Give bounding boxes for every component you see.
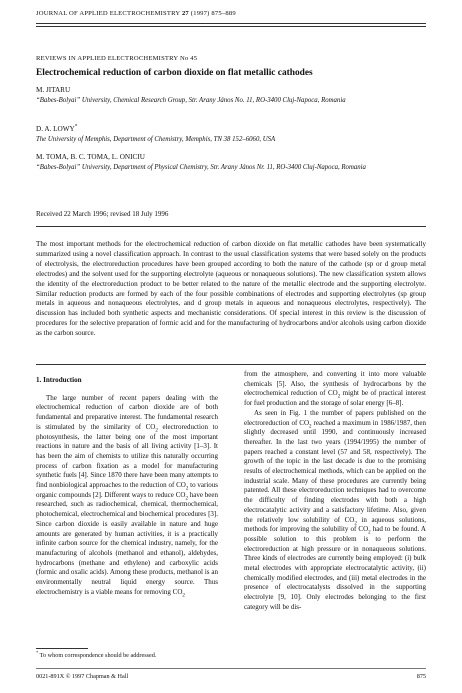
abstract: The most important methods for the electrochemical reduction of carbon dioxide on flat metallic cathodes have been systematically summarized using a novel classification approach. In contrast to the usual classification systems that were based solely on the products of electrolysis, the electroreduction procedures have been grouped according to both the nature of the cathode (sp or d group metal electrodes) and the solvent used for the supporting electrolyte (aqueous or nonaqueous solutions). The new classification system allows the identity of the electroreduction product to be better related to the nature of the metallic electrode and the supporting electrolyte. Similar reduction products are formed by each of the four possible combinations of electrodes and supporting electrolytes (sp group metals in aqueous and nonaqueous electrolytes, and d group metals in aqueous and nonaqueous electrolytes, respectively). The discussion has included both synthetic aspects and mechanistic considerations. Of special interest in this review is the discussion of procedures for the selective preparation of formic acid and for the manufacturing of hydrocarbons and/or alcohols using carbon dioxide as the carbon source. [36, 240, 426, 338]
footnote [36, 649, 157, 659]
copyright-line: 0021-891X © 1997 Chapman & Hall [36, 673, 129, 680]
header-rule-top [36, 23, 426, 24]
subscript: 2 [155, 428, 158, 434]
header-rule-bottom [36, 26, 426, 27]
left-column [36, 376, 218, 597]
affiliation-3: “Babes-Bolyai” University, Department of Physical Chemistry, Str. Arany János Nr. 11, RO-3400 Cluj-Napoca, Romania [36, 164, 366, 171]
intro-paragraph-3 [244, 409, 426, 613]
text-run: The large number of recent papers dealing with the electrochemical reduction of carbon dioxide are of both fundamental and preparative interest. The fundamental research is stimulated by the similarity of CO [36, 393, 218, 431]
text-run: reached a maximum in 1986/1987, then slightly decreased until 1990, and continuously increased thereafter. In the last two years (1994/1995) the number of papers reached a constant level (57 and 58, respectively). The growth of the topic in the last decade is due to the promising results of electrochemical methods, which can be applied on the industrial scale. Many of these procedures are currently being patented. All these electroreduction techniques had to overcome the difficulty of finding electrodes with both a high electrocatalytic activity and a satisfactory lifetime. Also, given the relatively low solubility of CO [244, 418, 426, 524]
text-run: might be of practical interest for fuel production and the storage of solar energy [6–8]. [244, 389, 426, 408]
author-2 [36, 125, 77, 133]
page-number: 875 [416, 673, 426, 680]
received-dates: Received 22 March 1996; revised 18 July 1996 [36, 210, 169, 218]
journal-volume: 27 [181, 10, 189, 17]
author-2-name: D. A. LOWY [36, 125, 75, 133]
affiliation-2: The University of Memphis, Department of Chemistry, Memphis, TN 38 152–6060, USA [36, 136, 276, 143]
subscript: 2 [337, 394, 341, 400]
subscript: 2 [182, 593, 185, 599]
footnote-text: To whom correspondence should be addressed. [39, 652, 157, 659]
author-1: M. JITARU [36, 86, 71, 94]
intro-paragraph-1 [36, 394, 218, 598]
text-run: As seen in Fig. 1 the number of papers published on the electroreduction of CO [244, 408, 426, 427]
journal-name: JOURNAL OF APPLIED ELECTROCHEMISTRY [36, 10, 181, 17]
heading-spacer [36, 386, 218, 394]
journal-year-pages: (1997) 875–889 [190, 10, 236, 17]
footer-rule [36, 668, 426, 669]
text-run: from the atmosphere, and converting it into more valuable chemicals [5]. Also, the synthesis of hydrocarbons by the electrochemical reduction of CO [244, 370, 426, 398]
text-run: in aqueous solutions, methods for improving the solubility of CO [244, 515, 426, 534]
text-run: electroreduction to photosynthesis, the latter being one of the most important reactions in nature and the basis of all living activity [1–3]. It has been the aim of chemists to utilize this naturally occurring process of carbon fixation as a model for manufacturing synthetic fuels [4]. Since 1870 there have been many attempts to find nonbiological approaches to the reduction of CO [36, 422, 218, 490]
series-label: REVIEWS IN APPLIED ELECTROCHEMISTRY No 45 [36, 55, 198, 62]
author-3: M. TOMA, B. C. TOMA, L. ONICIU [36, 153, 145, 161]
text-run: have been researched, such as radiochemical, chemical, thermochemical, photochemical, electrochemical and biochemical procedures [3]. Since carbon dioxide is easily available in nature and huge amounts are generated by human activities, it is a practically infinite carbon source for the chemical industry, namely, for the manufacturing of alcohols (methanol and ethanol), aldehydes, hydrocarbons (methane and ethylene) and carboxylic acids (formic and oxalic acids). Among these products, methanol is an environmentally neutral liquid energy source. Thus electrochemistry is a viable means for removing CO [36, 490, 218, 596]
text-run: to various organic compounds [2]. Different ways to reduce CO [36, 481, 218, 499]
subscript: 2 [354, 520, 357, 526]
journal-header [36, 10, 236, 17]
intro-paragraph-2 [244, 370, 426, 409]
text-run: had to be found. A possible solution to this problem is to perform the electroreduction at high pressure or in nonaqueous solutions. Three kinds of electrodes are currently being employed: (i) bulk metal electrodes with appropriate electrocatalytic activity, (ii) chemically modified electrodes, and (iii) metal electrodes in the presence of electrocatalysts dissolved in the supporting electrolyte [9, 10]. Only electrodes belonging to the first category will be dis- [244, 525, 426, 611]
abstract-rule-top [36, 226, 426, 227]
footnote-mark: * [36, 649, 39, 655]
article-title: Electrochemical reduction of carbon dioxide on flat metallic cathodes [36, 68, 313, 78]
right-column [244, 370, 426, 613]
footnote-rule [36, 648, 88, 649]
subscript: 2 [368, 530, 371, 536]
corresponding-mark: * [74, 123, 78, 130]
abstract-rule-bottom [36, 364, 426, 365]
section-heading: 1. Introduction [36, 376, 82, 384]
subscript: 2 [309, 423, 312, 429]
subscript: 2 [185, 496, 188, 502]
affiliation-1: “Babes-Bolyai” University, Chemical Research Group, Str. Arany János No. 11, RO-3400 Cluj-Napoca, Romania [36, 97, 346, 104]
subscript: 2 [185, 486, 189, 492]
